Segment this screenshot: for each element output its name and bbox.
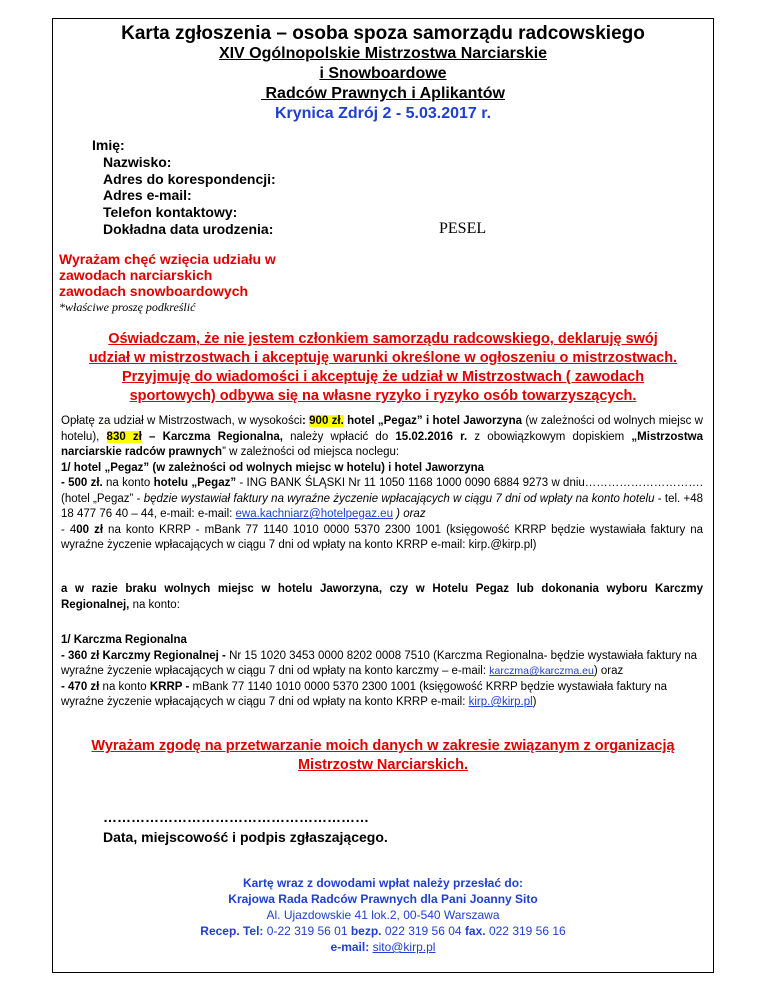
participation-line1: Wyrażam chęć wzięcia udziału w bbox=[59, 251, 276, 267]
participation-ski: zawodach narciarskich bbox=[59, 267, 213, 283]
footer-email-link[interactable]: sito@kirp.pl bbox=[372, 940, 436, 954]
event-title-line2: i Snowboardowe bbox=[319, 65, 447, 82]
event-title-line3: Radców Prawnych i Aplikantów bbox=[261, 85, 505, 102]
hotel-section-heading: 1/ hotel „Pegaz” (w zależności od wolnych miejsc w hotelu) i hotel Jaworzyna bbox=[61, 461, 485, 474]
declaration-line3: Przyjmuję do wiadomości i akceptuję że udział w Mistrzostwach ( zawodach bbox=[121, 369, 645, 385]
footer-recipient: Krajowa Rada Radców Prawnych dla Pani Joanny Sito bbox=[228, 892, 538, 906]
footer-address: Al. Ujazdowskie 41 lok.2, 00-540 Warszawa bbox=[266, 908, 500, 922]
declaration-line4: sportowych) odbywa się na własne ryzyko i ryzyko osób towarzyszących. bbox=[129, 388, 637, 404]
participation-snowboard: zawodach snowboardowych bbox=[59, 283, 249, 299]
consent bbox=[61, 737, 705, 775]
consent-line1: Wyrażam zgodę na przetwarzanie moich danych w zakresie związanym z organizacją bbox=[91, 738, 675, 754]
karczma-email-link[interactable]: karczma@karczma.eu bbox=[489, 665, 594, 677]
field-pesel-label: PESEL bbox=[439, 220, 487, 237]
footer-phones: Recep. Tel: 0-22 319 56 01 bezp. 022 319 56 04 fax. 022 319 56 16 bbox=[200, 924, 566, 938]
field-telefon-label: Telefon kontaktowy: bbox=[103, 204, 238, 220]
field-adres-label: Adres do korespondencji: bbox=[103, 171, 276, 187]
signature-label: Data, miejscowość i podpis zgłaszającego. bbox=[103, 829, 388, 845]
field-imie-label: Imię: bbox=[92, 137, 125, 153]
karczma-info: 1/ Karczma Regionalna - 360 zł Karczmy Regionalnej - Nr 15 1020 3453 0000 8202 0008 7510 (Karczma Regionalna- będzie wystawiała faktury na wyraźne życzenie wpłacających w ciągu 7 dni od wpłaty na konto karczmy – e-mail: karczma@karczma.eu) oraz - 470 zł na konto KRRP - mBank 77 1140 1010 0000 5370 2300 1001 (księgowość KRRP będzie wystawiała faktury na wyraźne życzenie wpłacających w ciągu 7 dni od wpłaty na konto KRRP e-mail: kirp.@kirp.pl) bbox=[61, 634, 698, 708]
participation-note: *właściwe proszę podkreślić bbox=[59, 300, 196, 314]
hotel-email-link[interactable]: ewa.kachniarz@hotelpegaz.eu bbox=[235, 508, 393, 520]
price-karczma-highlight: 830 zł bbox=[106, 430, 142, 443]
consent-line2: Mistrzostw Narciarskich. bbox=[297, 757, 469, 773]
footer-email: e-mail: sito@kirp.pl bbox=[330, 940, 436, 954]
field-email-label: Adres e-mail: bbox=[103, 187, 192, 203]
footer bbox=[53, 875, 713, 955]
form-page bbox=[52, 18, 714, 973]
karczma-heading: 1/ Karczma Regionalna bbox=[61, 634, 187, 646]
krrp-email-link[interactable]: kirp.@kirp.pl bbox=[468, 696, 533, 708]
field-birthdate-label: Dokładna data urodzenia: bbox=[103, 221, 274, 237]
payment-deadline: 15.02.2016 r. bbox=[395, 430, 468, 443]
payment-info: Opłatę za udział w Mistrzostwach, w wysokości: 900 zł. hotel „Pegaz” i hotel Jaworzyna (w zależności od wolnych miejsc w hotelu), 830 zł – Karczma Regionalna, należy wpłacić do 15.02.2016 r. z obowiązkowym dopiskiem „Mistrzostwa narciarskie radców prawnych” w zależności od miejsca noclegu: 1/ hotel „Pegaz” (w zależności od wolnych miejsc w hotelu) i hotel Jaworzyna - 500 zł. na konto hotelu „Pegaz” - ING BANK ŚLĄSKI Nr 11 1050 1168 1000 0090 6884 9273 w dniu…………………………. (hotel „Pegaz” - będzie wystawiał faktury na wyraźne życzenie wpłacających w ciągu 7 dni od wpłaty na konto hotelu - tel. +48 18 477 76 40 – 44, e-mail: e-mail: ewa.kachniarz@hotelpegaz.eu ) oraz - 400 zł na konto KRRP - mBank 77 1140 1010 0000 5370 2300 1001 (księgowość KRRP będzie wystawiała faktury na wyraźne życzenie wpłacających w ciągu 7 dni od wpłaty na konto KRRP e-mail: kirp.@kirp.pl) bbox=[61, 415, 704, 551]
event-title-line1: XIV Ogólnopolskie Mistrzostwa Narciarskie bbox=[218, 45, 548, 62]
form-title: Karta zgłoszenia – osoba spoza samorządu radcowskiego bbox=[121, 23, 645, 44]
declaration-line2: udział w mistrzostwach i akceptuję warunki określone w ogłoszeniu o mistrzostwach. bbox=[88, 350, 678, 366]
signature-line: ………………………………………………… bbox=[103, 809, 369, 825]
footer-instruction: Kartę wraz z dowodami wpłat należy przesłać do: bbox=[242, 876, 524, 890]
event-date-location: Krynica Zdrój 2 - 5.03.2017 r. bbox=[274, 105, 492, 122]
field-nazwisko-label: Nazwisko: bbox=[103, 154, 172, 170]
alternative-info: a w razie braku wolnych miejsc w hotelu Jaworzyna, czy w Hotelu Pegaz lub dokonania wyboru Karczmy Regionalnej, na konto: bbox=[61, 583, 703, 611]
price-hotel-highlight: 900 zł. bbox=[309, 415, 344, 427]
declaration bbox=[61, 330, 705, 406]
declaration-line1: Oświadczam, że nie jestem członkiem samorządu radcowskiego, deklaruję swój bbox=[108, 331, 658, 347]
